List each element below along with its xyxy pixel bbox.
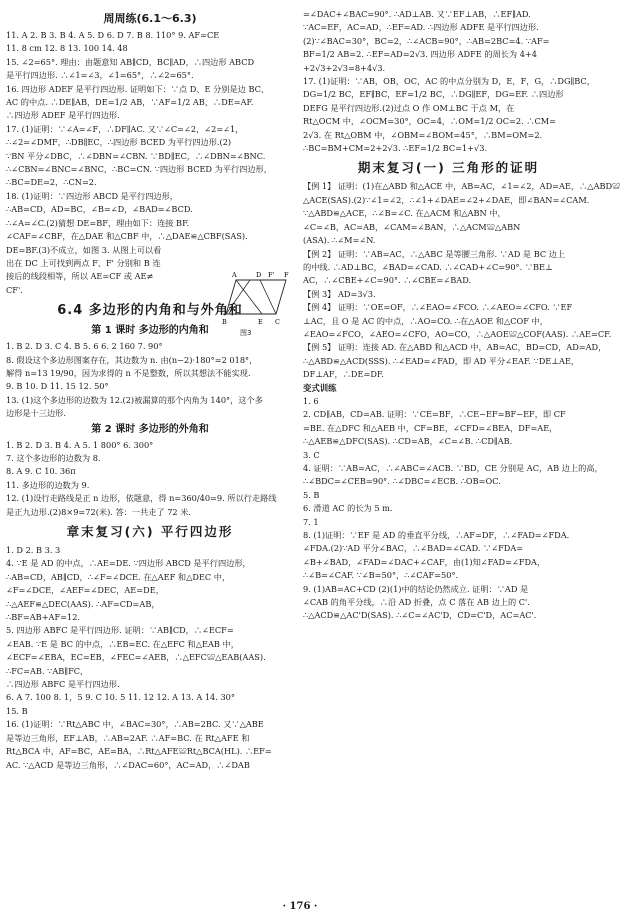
answer-line: 8. (1)证明：∵EF 是 AD 的垂直平分线，∴AF=DF，∴∠FAD=∠FDA. (303, 530, 570, 541)
page-number: · 176 · (282, 901, 318, 912)
vertex-label-b: B (222, 318, 227, 326)
answer-line: ∴∠2=∠DMF，∴DB∥EC，∴四边形 BCED 为平行四边形.(2) (6, 137, 232, 148)
answer-line: BF=1/2 AB=2. ∴EF=AD=2√3. 四边形 ADFE 的周长为 4+4 (303, 49, 537, 60)
answer-line: 2√3. 在 Rt△OBM 中，∠OBM=∠BOM=45°，∴BM=OM=2. (303, 129, 543, 140)
answer-line: 接后的线段相等，所以 AE=CF 或 AE≠ (6, 271, 154, 282)
review-heading: 章末复习(六) 平行四边形 (66, 524, 234, 539)
answer-line: ∴BC=DE=2，∴CN=2. (6, 177, 97, 188)
section-heading: 周周练(6.1～6.3) (103, 12, 197, 25)
answer-line: ∠C=∠B，AC=AB，∠CAM=∠BAN，∴△ACM≌△ABN (303, 221, 521, 232)
answer-line: ∴△ABD≌△ACD(SSS). ∴∠EAD=∠FAD，即 AD 平分∠EAF. ∵DE⊥AE， (303, 355, 580, 366)
right-column (303, 8, 620, 623)
answer-line: 8. 假设这个多边形图案存在，其边数为 n. 由(n−2)·180°=2 018°， (6, 354, 258, 365)
answer-line: Rt△OCM 中，∠OCM=30°，OC=4，∴OM=1/2 OC=2. ∴CM= (303, 116, 556, 127)
section-heading: 6.4 多边形的内角和与外角和 (57, 303, 243, 319)
answer-line: ∠CAB 的角平分线，∴沿 AD 折叠，点 C 落在 AB 边上的 C'. (303, 597, 530, 608)
answer-line: 1. B 2. D 3. B 4. A 5. 1 800° 6. 300° (6, 439, 154, 450)
answer-line: 7. 这个多边形的边数为 8. (6, 452, 101, 463)
answer-line: ∵△ABD≌△ACE，∴∠B=∠C. 在△ACM 和△ABN 中， (303, 208, 506, 219)
answer-line: 8. A 9. C 10. 36π (6, 466, 76, 477)
answer-line: 12. (1)设行走路线是正 n 边形，依题意，得 n=360/40=9. 所以行走路线 (6, 493, 277, 504)
answer-line: ∵AC=EF，AC=AD，∴EF=AD. ∴四边形 ADFE 是平行四边形. (303, 22, 539, 33)
answer-line: AC 的中点. ∴DE∥AB，DE=1/2 AB，∵AF=1/2 AB，∴DE=AF. (6, 97, 254, 108)
answer-line: ∴四边形 ADEF 是平行四边形. (6, 110, 120, 121)
subheading: 变式训练 (303, 382, 337, 393)
answer-line: 1. B 2. D 3. C 4. B 5. 6 6. 2 160 7. 90° (6, 341, 163, 352)
answer-line: 【例 2】 证明：∵AB=AC，∴△ABC 是等腰三角形. ∵AD 是 BC 边上 (303, 248, 566, 259)
answer-line: ∴∠CBN=∠BNC=∠BNC，∴BC=CN. ∵四边形 BCED 为平行四边形， (6, 164, 272, 175)
answer-line: ∴BC=BM+CM=2+2√3. ∴EF=1/2 BC=1+√3. (303, 143, 488, 154)
answer-line: 出在 DC 上可找到两点 F、F' 分别和 B 连 (6, 257, 161, 268)
answer-line: 的中线. ∴AD⊥BC，∠BAD=∠CAD. ∴∠CAD+∠C=90°. ∵BE⊥ (303, 261, 553, 272)
answer-line: 【例 5】 证明：连接 AD. 在△ABD 和△ACD 中，AB=AC，BD=CD，AD=AD， (303, 342, 607, 353)
answer-line: 9. (1)AB=AC+CD (2)(1)中的结论仍然成立. 证明：∵AD 是 (303, 583, 529, 594)
answer-line: ∠FDA.(2)∵AD 平分∠BAC，∴∠BAD=∠CAD. ∵∠FDA= (303, 543, 524, 554)
answer-line: ∴△AEF≌△DEC(AAS). ∴AF=CD=AB， (6, 598, 160, 609)
answer-line: ∠ECF=∠EBA，EC=EB，∠FEC=∠AEB，∴△EFC≌△EAB(AAS). (6, 652, 266, 663)
answer-line: 17. (1)证明：∵AB，OB，OC，AC 的中点分别为 D，E，F，G，∴DG∥BC， (303, 76, 595, 87)
answer-line: 11. 多边形的边数为 9. (6, 479, 90, 490)
answer-line: ∠EAO=∠FCO，∠AEO=∠CFO，AO=CO，∴△AOE≌△COF(AAS). ∴AE=CF. (303, 328, 612, 339)
answer-line: 6. 滑道 AC 的长为 5 m. (303, 503, 393, 514)
answer-line: =∠DAC+∠BAC=90°. ∴AD⊥AB. 又∵EF⊥AB，∴EF∥AD. (303, 9, 531, 19)
answer-line: 是平行四边形. ∴∠1=∠3，∠1=65°，∴∠2=65°. (6, 70, 194, 81)
answer-line: 16. 四边形 ADEF 是平行四边形. 证明如下：∵点 D、E 分别是边 BC、 (6, 83, 270, 94)
vertex-label-f: F (284, 271, 289, 279)
answer-line: △ACE(SAS).(2)∵∠1=∠2，∴∠1+∠DAE=∠2+∠DAE，即∠BAN=∠CAM. (303, 194, 590, 205)
answer-line: 4. ∵E 是 AD 的中点，∴AE=DE. ∵四边形 ABCD 是平行四边形， (6, 558, 251, 569)
answer-line: ∴△AEB≌△DFC(SAS). ∴CD=AB，∠C=∠B. ∴CD∥AB. (303, 436, 513, 447)
lesson-heading: 第 1 课时 多边形的内角和 (91, 325, 209, 337)
answer-line: 5. 四边形 ABFC 是平行四边形. 证明：∵AB∥CD，∴∠ECF= (6, 625, 234, 636)
answer-line: 13. (1)这个多边形的边数为 12.(2)被漏算的那个内角为 140°，这个多 (6, 394, 263, 405)
review-heading: 期末复习(一) 三角形的证明 (357, 160, 540, 176)
answer-line: 2. CD∥AB，CD=AB. 证明：∵CE=BF，∴CE−EF=BF−EF，即 CF (303, 409, 566, 420)
answer-line: ∠CAF=∠CBF，在△DAE 和△CBF 中，∴△DAE≌△CBF(SAS). (6, 231, 248, 242)
answer-line: ∴四边形 ABFC 是平行四边形. (6, 679, 120, 690)
answer-line: 11. 8 cm 12. 8 13. 100 14. 48 (6, 43, 128, 54)
answer-line: 15. B (6, 705, 28, 716)
answer-line: 解得 n=13 19/90，因为求得的 n 不是整数，所以其想法不能实现. (6, 367, 251, 378)
answer-line: CF'. (6, 284, 23, 295)
answer-line: DF⊥AF，∴DE=DF. (303, 369, 384, 380)
answer-line: ∴∠B=∠CAF. ∵∠B=50°，∴∠CAF=50°. (303, 570, 459, 581)
answer-line: ∴AB=CD，AD=BC，∠B=∠D，∠BAD=∠BCD. (6, 204, 193, 215)
vertex-label-d: D (256, 271, 262, 279)
answer-line: ∴BF=AB+AF=12. (6, 612, 81, 623)
lesson-heading: 第 2 课时 多边形的外角和 (91, 423, 209, 435)
answer-line: 18. (1)证明：∵四边形 ABCD 是平行四边形， (6, 190, 178, 201)
answer-line: 【例 4】 证明：∵OE=OF，∴∠EAO=∠FCO. ∴∠AEO=∠CFO. ∵EF (303, 302, 573, 313)
answer-line: 【例 1】 证明：(1)在△ABD 和△ACE 中，AB=AC，∠1=∠2，AD=AE，∴△ABD≌ (303, 181, 620, 192)
vertex-label-f-prime: F' (268, 271, 275, 279)
answer-line: 边形是十三边形. (6, 408, 66, 419)
left-column (6, 8, 294, 772)
answer-line: ∠B+∠BAD，∠FAD=∠DAC+∠CAF，由(1)知∠FAD=∠FDA， (303, 556, 546, 567)
answer-line: 16. (1)证明：∵Rt△ABC 中，∠BAC=30°，∴AB=2BC. 又∵△ABE (6, 719, 264, 730)
answer-line: 11. A 2. B 3. B 4. A 5. D 6. D 7. B 8. 110° 9. AF=CE (6, 30, 220, 40)
answer-line: 4. 证明：∵AB=AC，∴∠ABC=∠ACB. ∵BD，CE 分别是 AC，AB 边上的高， (303, 463, 603, 473)
answer-line: 【例 3】 AD=3√3. (303, 288, 376, 299)
figure-3-parallelogram (222, 268, 292, 340)
answer-line: ∠F=∠DCE，∠AEF=∠DEC，AE=DE， (6, 585, 164, 596)
answer-line: DEFG 是平行四边形.(2)过点 O 作 OM⊥BC 于点 M，在 (303, 102, 515, 113)
answer-line: 5. B (303, 489, 320, 500)
answer-line: 1. D 2. B 3. 3 (6, 545, 61, 555)
answer-line: +2√3+2√3=8+4√3. (303, 62, 386, 73)
answer-line: Rt△BCA 中，AF=BC，AE=BA，∴Rt△AFE≌Rt△BCA(HL). ∴EF= (6, 746, 272, 757)
answer-line: DE=BF.(3)不成立，如图 3. 从图上可以看 (6, 244, 162, 255)
answer-line: (ASA). ∴∠M=∠N. (303, 235, 376, 246)
answer-line: AC，∴∠CBE+∠C=90°. ∴∠CBE=∠BAD. (303, 275, 472, 286)
parallelogram-diagram (222, 268, 292, 328)
answer-line: ∵BN 平分∠DBC，∴∠DBN=∠CBN. ∵BD∥EC，∴∠DBN=∠BNC. (6, 150, 266, 161)
figure-caption: 图3 (240, 329, 252, 337)
answer-line: (2)∵∠BAC=30°，BC=2，∴∠ACB=90°，∴AB=2BC=4. ∵AF= (303, 35, 550, 46)
answer-line: DG=1/2 BC，EF∥BC，EF=1/2 BC，∴DG∥EF，DG=EF. ∴四边形 (303, 89, 564, 100)
answer-line: 3. C (303, 449, 320, 460)
answer-line: 是正九边形.(2)8×9=72(米). 答：一共走了 72 米. (6, 506, 192, 517)
answer-line: 9. B 10. D 11. 15 12. 50° (6, 381, 109, 392)
answer-line: 6. A 7. 100 8. 1，5 9. C 10. 5 11. 12 12. A 13. A 14. 30° (6, 692, 235, 703)
answer-line: ∴FC=AB. ∵AB∥FC， (6, 665, 89, 676)
answer-line: 17. (1)证明：∵∠A=∠F，∴DF∥AC. 又∵∠C=∠2，∠2=∠1， (6, 123, 244, 134)
answer-line: ∴∠A=∠C.(2)猜想 DE=BF，理由如下：连接 BF. (6, 217, 190, 228)
answer-line: 7. 1 (303, 516, 319, 527)
answer-line: 15. ∠2=65°. 理由：由题意知 AB∥CD，BC∥AD，∴四边形 ABCD (6, 56, 255, 67)
answer-line: 1. 6 (303, 395, 319, 406)
answer-line: AC. ∵△ACD 是等边三角形，∴∠DAC=60°，AC=AD，∴∠DAB (6, 759, 250, 770)
answer-line: ∴∠BDC=∠CEB=90°. ∴∠DBC=∠ECB. ∴OB=OC. (303, 476, 501, 487)
vertex-label-e: E (258, 318, 263, 326)
vertex-label-a: A (232, 271, 237, 279)
answer-line: ∠EAB. ∵E 是 BC 的中点，∴EB=EC. 在△EFC 和△EAB 中， (6, 638, 239, 649)
vertex-label-c: C (275, 318, 280, 326)
answer-line: 是等边三角形，EF⊥AB，∴AB=2AF. ∴AF=BC. 在 Rt△AFE 和 (6, 732, 250, 743)
answer-line: ∴△ACD≌△AC'D(SAS). ∴∠C=∠AC'D，CD=C'D，AC=AC'. (303, 610, 537, 621)
answer-line: =BE. 在△DFC 和△AEB 中，CF=BE，∠CFD=∠BEA，DF=AE， (303, 422, 558, 433)
answer-line: ∴AB=CD，AB∥CD，∴∠F=∠DCE. 在△AEF 和△DEC 中， (6, 571, 231, 582)
answer-line: ⊥AC，且 O 是 AC 的中点，∴AO=CO. ∴在△AOE 和△COF 中， (303, 315, 548, 326)
